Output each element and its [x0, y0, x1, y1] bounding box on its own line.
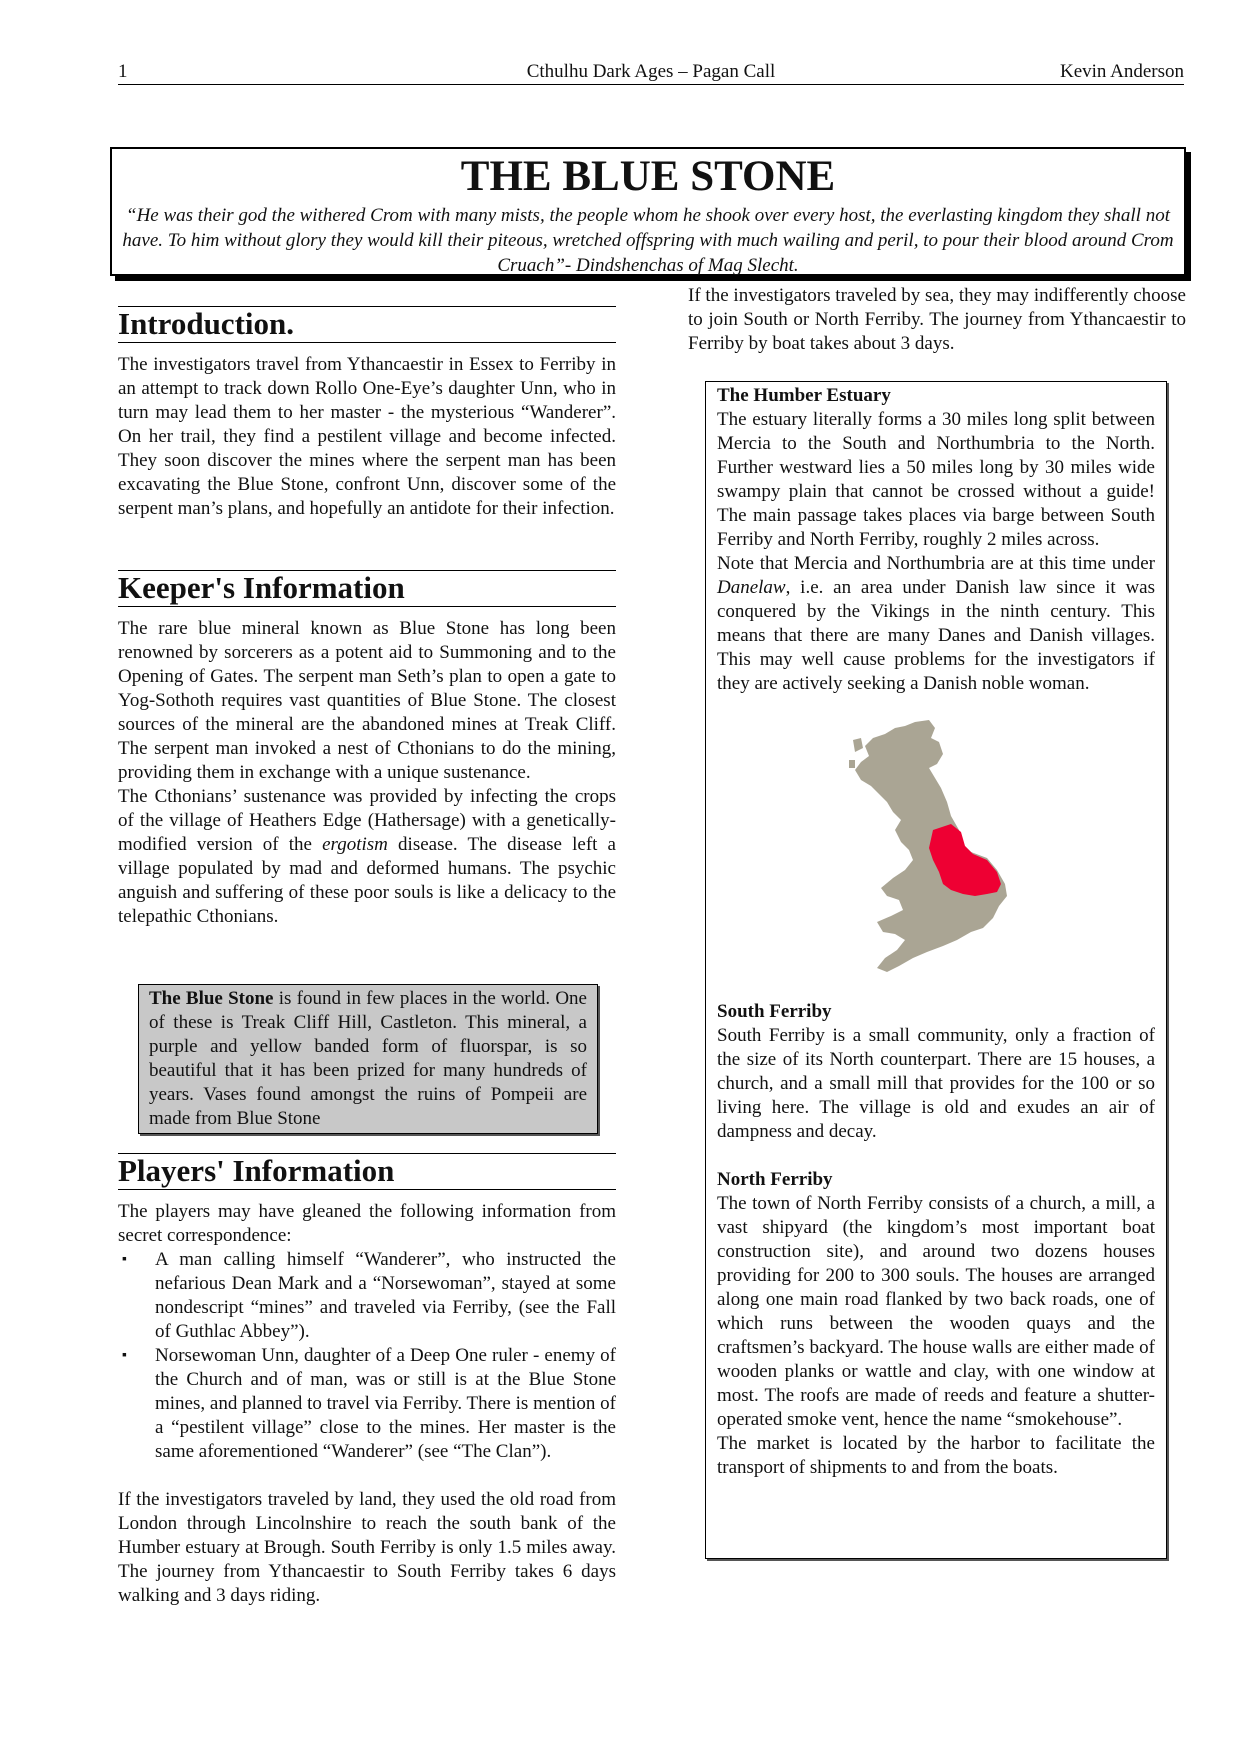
- introduction-heading: Introduction.: [118, 306, 616, 343]
- keeper-section: [118, 570, 616, 929]
- page-title: THE BLUE STONE: [460, 153, 836, 200]
- market-text: The market is located by the harbor to facilitate the transport of shipments to and from the boats.: [717, 1433, 1155, 1478]
- north-ferriby-text: The town of North Ferriby consists of a church, a mill, a vast shipyard (the kingdom’s most important boat construction site), and around two dozens houses providing for 200 to 300 souls. The houses are arranged along one main road flanked by two back roads, one of which runs between the wooden quays and the craftsmen’s backyard. The house walls are either made of wooden planks or wattle and clay, with one window at most. The roofs are made of reeds and feature a shutter-operated smoke vent, hence the name “smokehouse”.: [717, 1193, 1155, 1430]
- north-ferriby-heading: North Ferriby: [717, 1169, 833, 1190]
- epigraph-quote: “He was their god the withered Crom with many mists, the people whom he shook over every host, the everlasting kingdom they shall not have. To him without glory they would kill their piteous, wretched offspring with much wailing and peril, to pour their blood around Crom Cruach”- Dindshenchas of Mag Slecht.: [122, 205, 1174, 276]
- bullet-glyph: ▪: [122, 1348, 127, 1363]
- sea-journey-text: If the investigators traveled by sea, they may indifferently choose to join South or North Ferriby. The journey from Ythancaestir to Ferriby by boat takes about 3 days.: [688, 285, 1186, 354]
- humber-paragraph-1: The estuary literally forms a 30 miles long split between Mercia to the South and Northumbria to the North. Further westward lies a 50 miles long by 30 miles wide swampy plain that cannot be crossed without a guide! The main passage takes places via barge between South Ferriby and North Ferriby, roughly 2 miles across.: [717, 409, 1155, 550]
- introduction-section: [118, 306, 616, 521]
- page-number: 1: [118, 61, 128, 82]
- bullet-glyph: ▪: [122, 1252, 127, 1267]
- keeper-paragraph-2: The Cthonians’ sustenance was provided by infecting the crops of the village of Heathers Edge (Hathersage) with a genetically-modified version of the ergotism disease. The disease left a village populated by mad and deformed humans. The psychic anguish and suffering of these poor souls is like a delicacy to the telepathic Cthonians.: [118, 786, 616, 927]
- humber-estuary-box: [705, 381, 1167, 1559]
- list-item: ▪ Norsewoman Unn, daughter of a Deep One ruler - enemy of the Church and of man, was or still is at the Blue Stone mines, and planned to travel via Ferriby. There is mention of a “pestilent village” close to the mines. Her master is the same aforementioned “Wanderer” (see “The Clan”).: [122, 1345, 616, 1462]
- players-heading: Players' Information: [118, 1153, 616, 1190]
- humber-paragraph-2: Note that Mercia and Northumbria are at this time under Danelaw, i.e. an area under Danish law since it was conquered by the Vikings in the ninth century. This means that there are many Danes and Danish villages. This may well cause problems for the investigators if they are actively seeking a Danish noble woman.: [717, 553, 1155, 694]
- britain-land-shape: [849, 720, 1007, 972]
- players-intro: The players may have gleaned the following information from secret correspondence:: [118, 1201, 616, 1246]
- keeper-heading: Keeper's Information: [118, 570, 616, 607]
- south-ferriby-heading: South Ferriby: [717, 1001, 832, 1022]
- page-header: [118, 60, 1184, 85]
- header-author: Kevin Anderson: [1059, 61, 1184, 82]
- keeper-paragraph-1: The rare blue mineral known as Blue Stone has long been renowned by sorcerers as a potent aid to Summoning and to the Opening of Gates. The serpent man Seth’s plan to open a gate to Yog-Sothoth requires vast quantities of Blue Stone. The closest sources of the mineral are the abandoned mines at Treak Cliff. The serpent man invoked a nest of Cthonians to do the mining, providing them in exchange with a unique sustenance.: [118, 618, 616, 783]
- players-section: [118, 1153, 616, 1608]
- list-item: ▪ A man calling himself “Wanderer”, who instructed the nefarious Dean Mark and a “Norsewoman”, stayed at some nondescript “mines” and traveled via Ferriby, (see the Fall of Guthlac Abbey”).: [122, 1249, 616, 1342]
- introduction-text: The investigators travel from Ythancaestir in Essex to Ferriby in an attempt to track down Rollo One-Eye’s daughter Unn, who in turn may lead them to her master - the mysterious “Wanderer”. On her trail, they find a pestilent village and become infected. They soon discover the mines where the serpent man has been excavating the Blue Stone, confront Unn, discover some of the serpent man’s plans, and hopefully an antidote for their infection.: [118, 354, 616, 519]
- blue-stone-note: [138, 984, 598, 1134]
- header-title: Cthulhu Dark Ages – Pagan Call: [526, 61, 776, 82]
- blue-stone-note-bold: The Blue Stone: [149, 988, 274, 1009]
- britain-map-image: [847, 720, 1027, 976]
- title-box: [110, 147, 1186, 276]
- players-bullet-list: [118, 1248, 616, 1464]
- south-ferriby-text: South Ferriby is a small community, only a fraction of the size of its North counterpart. There are 15 houses, a church, and a small mill that provides for the 100 or so living here. The village is old and exudes an air of dampness and decay.: [717, 1025, 1155, 1142]
- land-journey-text: If the investigators traveled by land, they used the old road from London through Lincolnshire to reach the south bank of the Humber estuary at Brough. South Ferriby is only 1.5 miles away. The journey from Ythancaestir to South Ferriby takes 6 days walking and 3 days riding.: [118, 1489, 616, 1606]
- humber-heading: The Humber Estuary: [717, 385, 891, 406]
- blue-stone-note-text: is found in few places in the world. One of these is Treak Cliff Hill, Castleton. This mineral, a purple and yellow banded form of fluorspar, is so beautiful that it has been prized for many hundreds of years. Vases found amongst the ruins of Pompeii are made from Blue Stone: [149, 988, 587, 1129]
